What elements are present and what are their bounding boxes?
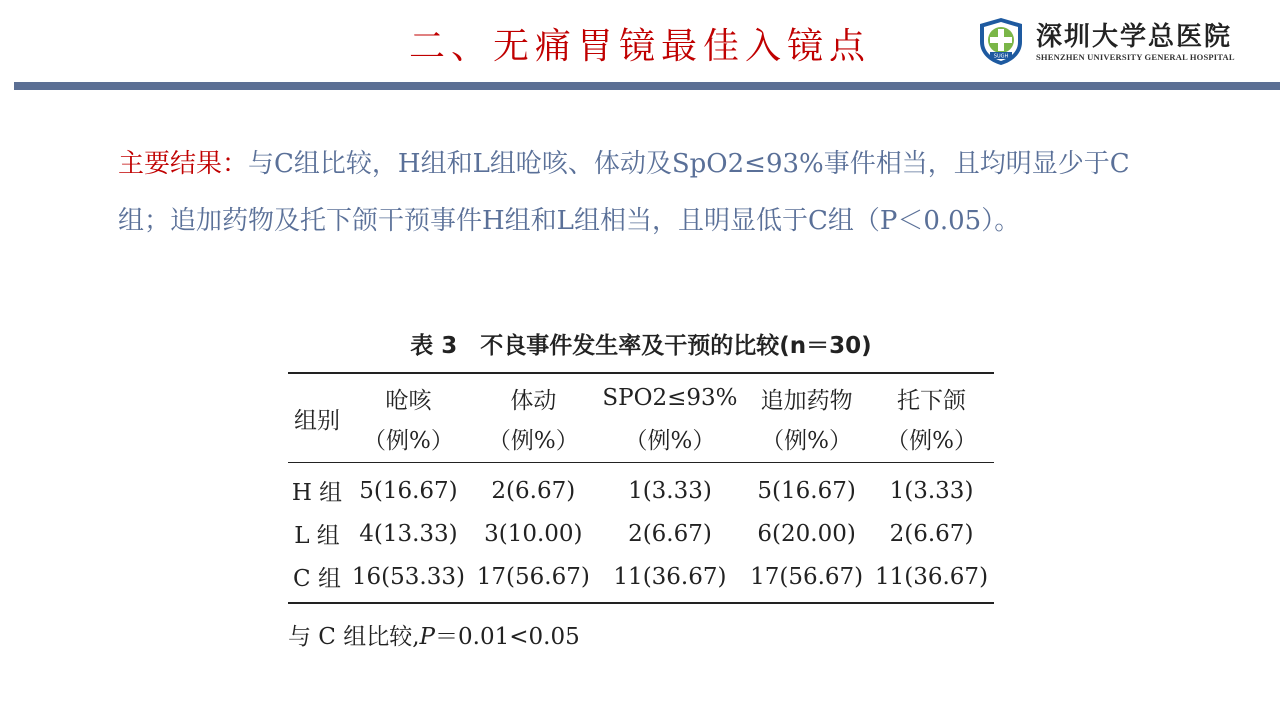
table-cell: 4(13.33) [359, 520, 458, 547]
col-unit: （例%） [761, 428, 853, 454]
table-footnote [288, 618, 994, 648]
row-group-label: L 组 [294, 523, 340, 549]
footnote-suffix: ＝0.01<0.05 [435, 624, 580, 650]
col-header-spo2: SPO2≤93% [602, 385, 738, 411]
table-cell: 17(56.67) [750, 563, 864, 590]
table-cell: 17(56.67) [476, 563, 590, 590]
footnote-prefix: 与 C 组比较, [288, 624, 420, 650]
table-cell: 1(3.33) [628, 477, 712, 504]
table-cell: 2(6.67) [628, 520, 712, 547]
table-cell: 5(16.67) [757, 477, 856, 504]
table-cell: 6(20.00) [757, 520, 856, 547]
table-row [288, 512, 994, 555]
row-group-label: H 组 [291, 480, 343, 506]
table-cell: 11(36.67) [874, 563, 989, 590]
col-header-group: 组别 [294, 407, 340, 434]
adverse-events-table [288, 372, 994, 604]
hospital-name-cn: 深圳大学总医院 [1036, 22, 1233, 52]
header-divider-bar [14, 82, 1280, 90]
results-text: 与C组比较，H组和L组呛咳、体动及SpO2≤93%事件相当，且均明显少于C组；追加药物及托下颌干预事件H组和L组相当，且明显低于C组（P＜0.05）。 [118, 149, 1130, 236]
col-header-movement: 体动 [510, 387, 557, 414]
table-cell: 3(10.00) [484, 520, 583, 547]
hospital-emblem-icon [976, 16, 1026, 66]
row-group-label: C 组 [293, 566, 341, 592]
table-row [288, 463, 994, 513]
hospital-logo [976, 14, 1266, 70]
table-cell: 1(3.33) [889, 477, 974, 504]
col-header-jaw-lift: 托下颌 [897, 387, 967, 414]
col-unit: （例%） [487, 428, 579, 454]
footnote-p-symbol: P [419, 624, 436, 650]
col-header-extra-drug: 追加药物 [760, 387, 853, 414]
table-cell: 2(6.67) [889, 520, 974, 547]
table-caption: 表 3 不良事件发生率及干预的比较(n＝30) [410, 333, 872, 359]
slide-title: 二、无痛胃镜最佳入镜点 [408, 26, 871, 67]
table-cell: 11(36.67) [613, 563, 727, 590]
col-unit: （例%） [624, 428, 716, 454]
hospital-name-en: SHENZHEN UNIVERSITY GENERAL HOSPITAL [1036, 52, 1235, 62]
logo-badge-text: SUGH [993, 53, 1009, 60]
col-unit: （例%） [886, 428, 977, 454]
results-lead: 主要结果： [118, 149, 249, 179]
col-header-cough: 呛咳 [385, 387, 432, 414]
table-figure [288, 324, 994, 648]
col-unit: （例%） [363, 428, 454, 454]
table-cell: 5(16.67) [359, 477, 458, 504]
table-row [288, 555, 994, 603]
table-cell: 2(6.67) [491, 477, 576, 504]
table-cell: 16(53.33) [351, 563, 465, 590]
results-paragraph [118, 136, 1158, 250]
